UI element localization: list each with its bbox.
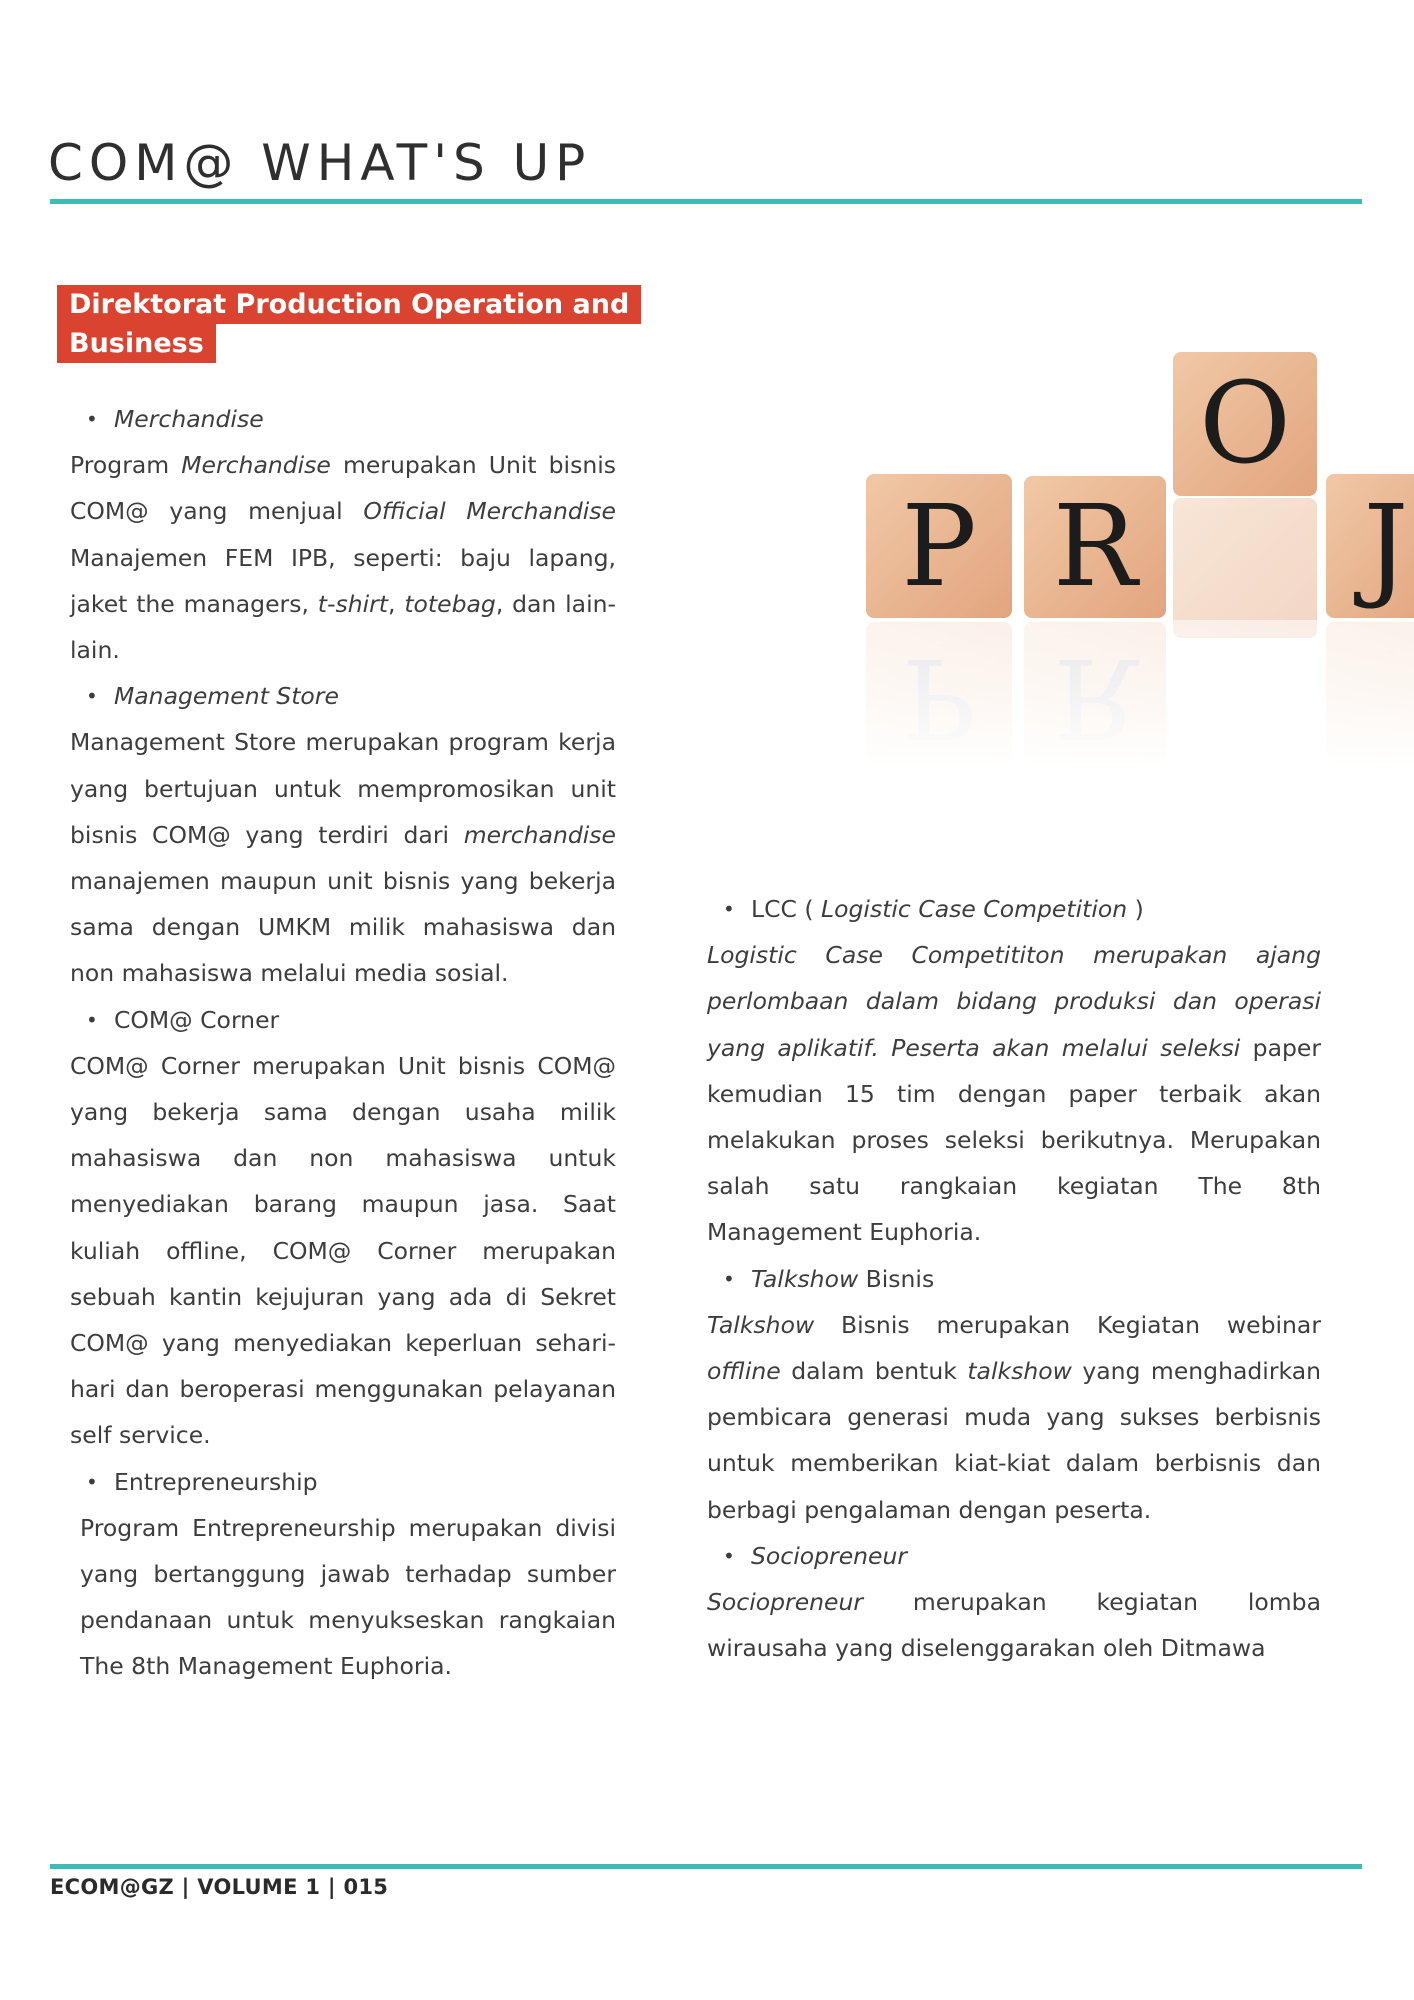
svg-text:R: R <box>1052 482 1138 612</box>
merchandise-heading: • Merchandise <box>70 396 616 442</box>
com-corner-paragraph: COM@ Corner merupakan Unit bisnis COM@ yang bekerja sama dengan usaha milik mahasiswa dan non mahasiswa untuk menyediakan barang maupun jasa. Saat kuliah offline, COM@ Corner merupakan sebuah kantin kejujuran yang ada di Sekret COM@ yang menyediakan keperluan sehari-hari dan beroperasi menggunakan pelayanan self service. <box>70 1051 616 1450</box>
right-column <box>707 886 1321 1671</box>
block-j <box>1326 474 1414 618</box>
header-divider <box>50 199 1362 204</box>
management-store-paragraph: Management Store merupakan program kerja yang bertujuan untuk mempromosikan unit bisnis COM@ yang terdiri dari merchandise manajemen maupun unit bisnis yang bekerja sama dengan UMKM milik mahasiswa dan non mahasiswa melalui media sosial. <box>70 728 616 988</box>
merchandise-paragraph: Program Merchandise merupakan Unit bisnis COM@ yang menjual Official Merchandise Manajemen FEM IPB, seperti: baju lapang, jaket the managers, t-shirt, totebag, dan lain-lain. <box>70 451 617 665</box>
svg-text:J: J <box>1363 482 1409 612</box>
section-tag-line-2: Business <box>57 324 216 363</box>
page-title: COM@ WHAT'S UP <box>48 134 592 192</box>
svg-text:P: P <box>901 482 977 612</box>
management-store-heading: • Management Store <box>70 673 616 719</box>
talkshow-heading: • Talkshow Bisnis <box>707 1256 1321 1302</box>
section-tag <box>57 285 641 363</box>
footer-text: ECOM@GZ | VOLUME 1 | 015 <box>50 1875 389 1899</box>
sociopreneur-paragraph: Sociopreneur merupakan kegiatan lomba wirausaha yang diselenggarakan oleh Ditmawa <box>707 1588 1321 1663</box>
section-tag-line-1: Direktorat Production Operation and <box>57 285 641 324</box>
lcc-paragraph: Logistic Case Competititon merupakan ajang perlombaan dalam bidang produksi dan operasi yang aplikatif. Peserta akan melalui seleksi paper kemudian 15 tim dengan paper terbaik akan melakukan proses seleksi berikutnya. Merupakan salah satu rangkaian kegiatan The 8th Management Euphoria. <box>707 941 1322 1247</box>
block-o <box>1173 352 1317 496</box>
block-r <box>1024 476 1166 618</box>
block-p <box>866 474 1012 618</box>
lcc-heading: • LCC ( Logistic Case Competition ) <box>707 886 1321 932</box>
letter-blocks-photo <box>866 350 1414 770</box>
entrepreneurship-paragraph: Program Entrepreneurship merupakan divisi yang bertanggung jawab terhadap sumber pendanaan untuk menyukseskan rangkaian The 8th Management Euphoria. <box>80 1513 616 1681</box>
entrepreneurship-heading: • Entrepreneurship <box>70 1459 616 1505</box>
com-corner-heading: • COM@ Corner <box>70 997 616 1043</box>
talkshow-paragraph: Talkshow Bisnis merupakan Kegiatan webinar offline dalam bentuk talkshow yang menghadirkan pembicara generasi muda yang sukses berbisnis untuk memberikan kiat-kiat dalam berbisnis dan berbagi pengalaman dengan peserta. <box>707 1310 1321 1524</box>
left-column <box>70 396 616 1690</box>
footer-divider <box>50 1864 1362 1869</box>
sociopreneur-heading: • Sociopreneur <box>707 1533 1321 1579</box>
svg-text:O: O <box>1199 359 1291 489</box>
